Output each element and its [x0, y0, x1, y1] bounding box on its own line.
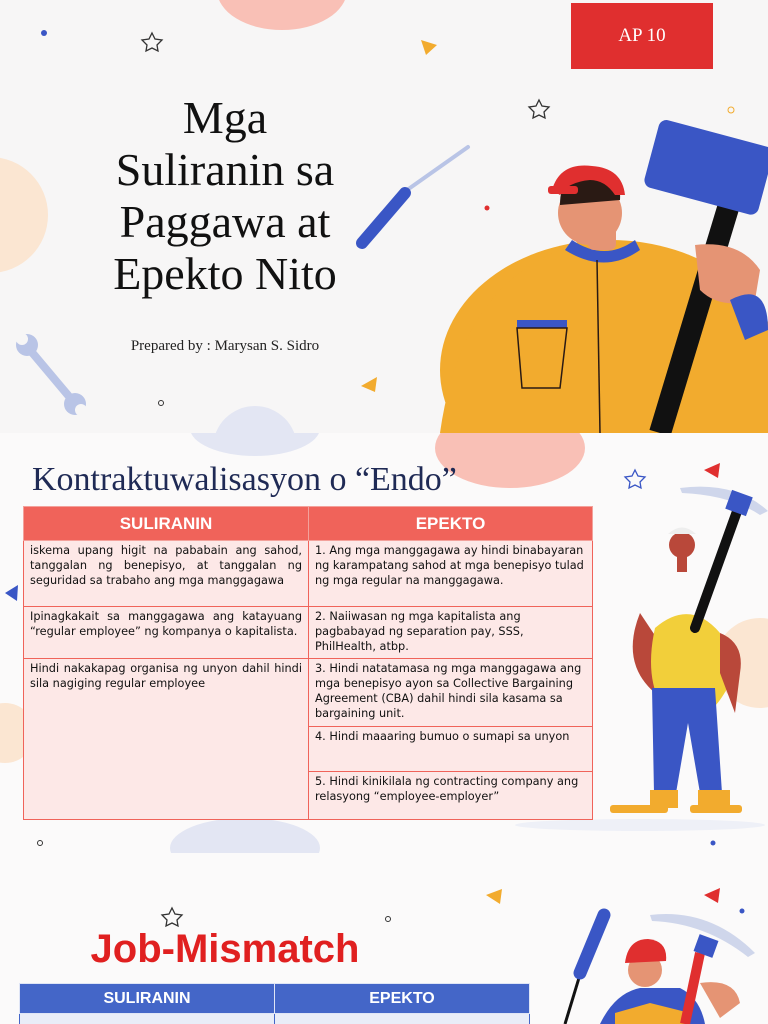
- pink-blob: [435, 433, 585, 488]
- table-row: [24, 541, 593, 607]
- title-line: Paggawa at: [119, 196, 331, 247]
- worker-illustration: [440, 118, 768, 433]
- dot-icon: [386, 917, 391, 922]
- suliranin-cell: Hindi nakakapag organisa ng unyon dahil hindi sila nagiging regular employee: [24, 659, 309, 820]
- problems-effects-table: [23, 506, 593, 820]
- slide-title: [0, 0, 768, 433]
- slide-title-heading: [60, 92, 390, 300]
- epekto-cell: 5. Hindi kinikilala ng contracting company ang relasyong “employee-employer”: [309, 772, 593, 820]
- lavender-blob: [190, 433, 320, 456]
- dot-icon: [41, 30, 47, 36]
- dot-icon: [728, 107, 734, 113]
- epekto-cell: 1. Ang mga manggagawa ay hindi binabayaran ng karampatang sahod at mga benepisyo tulad ng mga regular na manggagawa.: [309, 541, 593, 607]
- dot-icon: [485, 206, 490, 211]
- badge-scallop: [571, 60, 713, 72]
- dot-icon: [159, 401, 164, 406]
- suliranin-cell: Ipinagkakait sa manggagawa ang katayuang “regular employee” ng kompanya o kapitalista.: [24, 607, 309, 659]
- prepared-by: Prepared by : Marysan S. Sidro: [130, 338, 320, 354]
- star-icon: [625, 470, 645, 488]
- triangle-icon: [704, 888, 720, 903]
- pink-blob: [217, 0, 347, 30]
- floor-shadow: [515, 819, 765, 831]
- triangle-icon: [486, 889, 502, 904]
- lavender-blob: [213, 406, 297, 433]
- table-row: [24, 659, 593, 727]
- epekto-cell: 4. Hindi maaaring bumuo o sumapi sa unyon: [309, 727, 593, 772]
- lavender-blob: [170, 818, 320, 853]
- title-line: Suliranin sa: [115, 144, 335, 195]
- table-header-row: [20, 984, 530, 1014]
- star-icon: [162, 908, 182, 926]
- triangle-icon: [361, 377, 377, 392]
- suliranin-cell: [20, 1014, 275, 1024]
- column-header-epekto: EPEKTO: [309, 507, 593, 541]
- column-header-epekto: EPEKTO: [275, 984, 530, 1014]
- column-header-suliranin: SULIRANIN: [20, 984, 275, 1014]
- suliranin-cell: iskema upang higit na pababain ang sahod, tanggalan ng benepisyo, at tanggalan ng seguridad sa trabaho ang mga manggagawa: [24, 541, 309, 607]
- triangle-icon: [421, 40, 437, 55]
- slide-heading: Kontraktuwalisasyon o “Endo”: [32, 461, 457, 498]
- epekto-cell: 2. Naiiwasan ng mga kapitalista ang pagbabayad ng separation pay, SSS, PhilHealth, atbp.: [309, 607, 593, 659]
- star-icon: [142, 33, 162, 51]
- dot-icon: [711, 841, 716, 846]
- triangle-icon: [704, 463, 720, 478]
- table-row: [24, 607, 593, 659]
- dot-icon: [38, 841, 43, 846]
- star-icon: [529, 100, 549, 118]
- table-row: [20, 1014, 530, 1024]
- table-header-row: [24, 507, 593, 541]
- subject-badge: AP 10: [571, 3, 713, 69]
- title-line: Mga: [182, 92, 268, 143]
- triangle-icon: [5, 585, 18, 601]
- slide-heading: Job-Mismatch: [90, 927, 360, 971]
- slide-job-mismatch: [0, 853, 768, 1024]
- peach-blob-left: [0, 157, 48, 273]
- problems-effects-table: [19, 983, 530, 1024]
- worker-illustration: [565, 914, 755, 1024]
- epekto-cell: [275, 1014, 530, 1024]
- column-header-suliranin: SULIRANIN: [24, 507, 309, 541]
- epekto-cell: 3. Hindi natatamasa ng mga manggagawa ang mga benepisyo ayon sa Collective Bargaining Agreement (CBA) dahil hindi sila kasama sa bargaining unit.: [309, 659, 593, 727]
- slide-endo: [0, 433, 768, 853]
- title-line: Epekto Nito: [113, 248, 337, 299]
- dot-icon: [740, 909, 745, 914]
